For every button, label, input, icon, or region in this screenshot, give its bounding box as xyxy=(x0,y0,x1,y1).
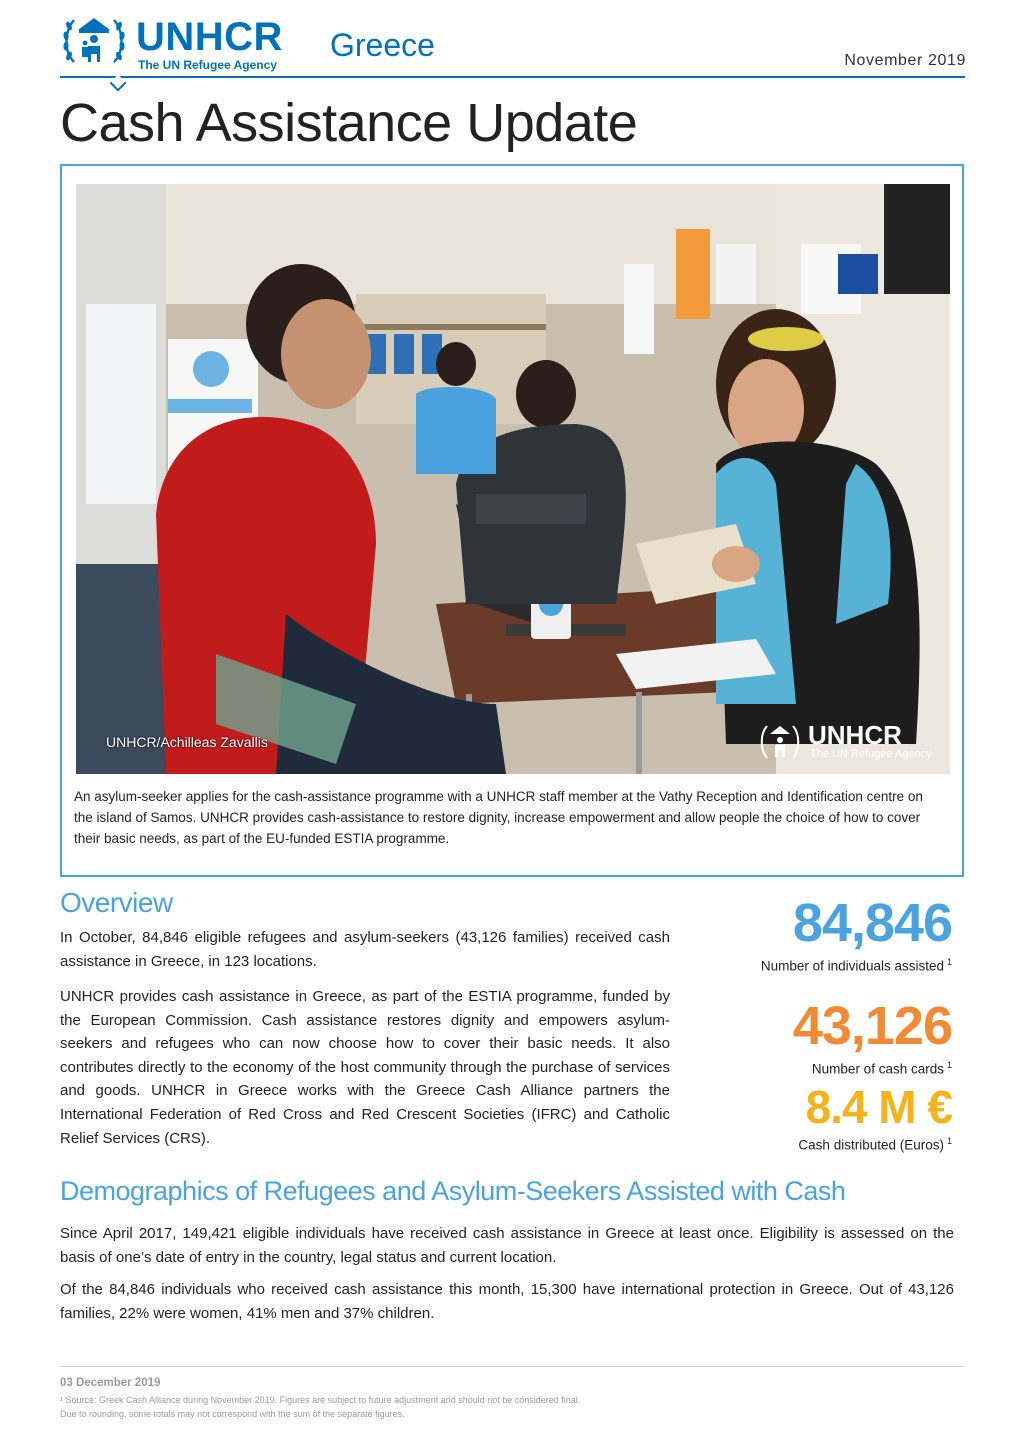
unhcr-emblem-icon xyxy=(60,12,128,72)
stat-label xyxy=(793,1060,952,1077)
footnote-marker: 1 xyxy=(946,1060,952,1070)
stat-label-text: Cash distributed (Euros) xyxy=(798,1137,944,1153)
demographics-heading: Demographics of Refugees and Asylum-Seekers Assisted with Cash xyxy=(60,1176,846,1206)
stat-label-text: Number of cash cards xyxy=(811,1061,944,1077)
photo-panel xyxy=(60,164,964,877)
logo-org-name: UNHCR xyxy=(136,15,283,59)
footer-rule xyxy=(60,1366,964,1367)
stat-label-text: Number of individuals assisted xyxy=(760,958,944,974)
unhcr-watermark-emblem-icon xyxy=(758,720,802,764)
stat-cash-distributed xyxy=(798,1082,952,1153)
watermark-org-name: UNHCR xyxy=(808,720,902,750)
country-name: Greece xyxy=(330,27,435,63)
report-date: November 2019 xyxy=(844,52,966,69)
demographics-paragraph-1: Since April 2017, 149,421 eligible individuals have received cash assistance in Greece at least once. Eligibility is assessed on the basis of one’s date of entry in the country, legal status and current location. xyxy=(60,1225,954,1266)
stat-cash-cards xyxy=(793,996,952,1077)
stat-label xyxy=(798,1136,952,1153)
stat-value: 8.4 M € xyxy=(805,1081,952,1133)
footer-date: 03 December 2019 xyxy=(60,1377,161,1389)
stat-label xyxy=(761,957,952,974)
footer-rounding-note: Due to rounding, some totals may not correspond with the sum of the separate figures. xyxy=(60,1409,405,1419)
overview-paragraph-2: UNHCR provides cash assistance in Greece, as part of the ESTIA programme, funded by the European Commission. Cash assistance restores dignity and empowers asylum-seekers and refugees who can now choose how to cover their basic needs. It also contributes directly to the economy of the host community through the purchase of services and goods. UNHCR in Greece works with the Greece Cash Alliance partners the International Federation of Red Cross and Red Crescent Societies (IFRC) and Catholic Relief Services (CRS). xyxy=(60,988,670,1147)
cover-photo xyxy=(76,184,950,774)
stat-individuals-assisted xyxy=(761,893,952,974)
unhcr-watermark xyxy=(758,720,938,764)
footnote-marker: 1 xyxy=(946,1136,952,1146)
stat-value: 84,846 xyxy=(792,893,952,953)
logo-tagline: The UN Refugee Agency xyxy=(138,58,277,72)
overview-heading: Overview xyxy=(60,887,173,918)
overview-paragraph-1: In October, 84,846 eligible refugees and asylum-seekers (43,126 families) received cash assistance in Greece, in 123 locations. xyxy=(60,929,670,970)
footer-source-note: ¹ Source: Greek Cash Alliance during November 2019. Figures are subject to future adjustment and should not be considered final. xyxy=(60,1395,581,1405)
watermark-tagline: The UN Refugee Agency xyxy=(810,748,932,760)
demographics-paragraph-2: Of the 84,846 individuals who received cash assistance this month, 15,300 have international protection in Greece. Out of 43,126 families, 22% were women, 41% men and 37% children. xyxy=(60,1281,954,1322)
footnote-marker: 1 xyxy=(946,957,952,967)
unhcr-logo xyxy=(60,12,320,72)
header-rule xyxy=(60,76,965,78)
photo-caption: An asylum-seeker applies for the cash-assistance programme with a UNHCR staff member at the Vathy Reception and Identification centre on the island of Samos. UNHCR provides cash-assistance to restore dignity, increase empowerment and allow people the choice of how to cover their basic needs, as part of the EU-funded ESTIA programme. xyxy=(74,789,923,846)
photo-credit: UNHCR/Achilleas Zavallis xyxy=(106,734,268,750)
stat-value: 43,126 xyxy=(792,996,952,1056)
page-title: Cash Assistance Update xyxy=(60,93,638,153)
